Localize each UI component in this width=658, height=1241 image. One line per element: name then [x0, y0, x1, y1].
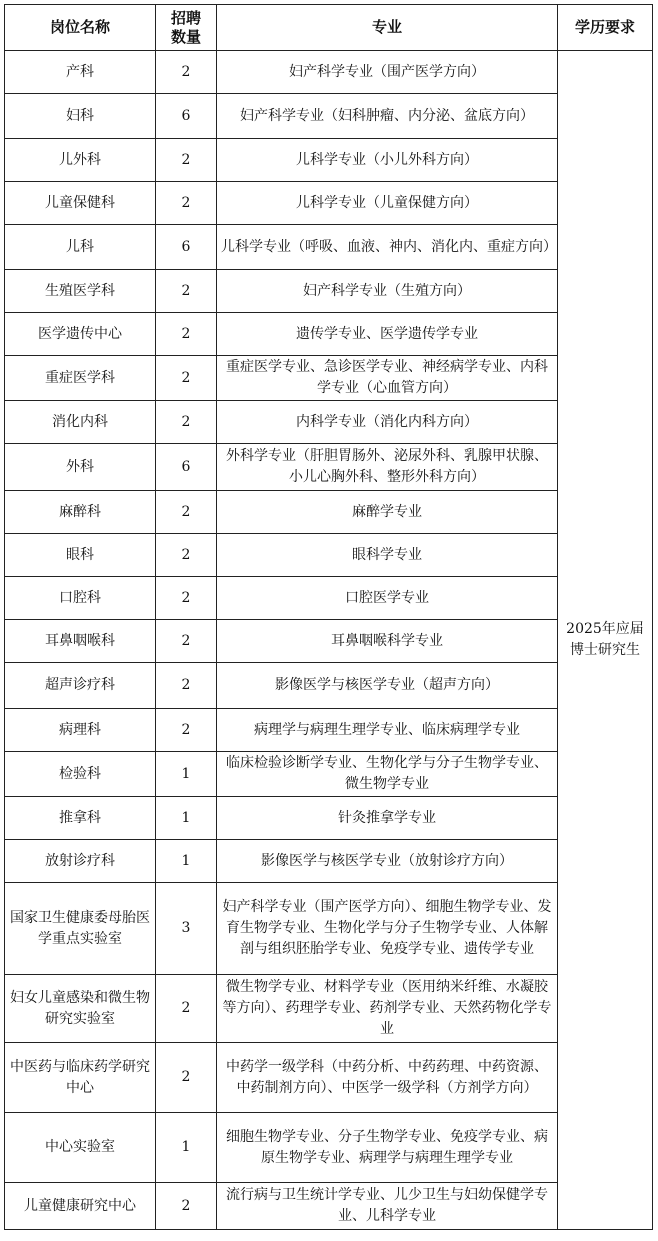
major-cell: 妇产科学专业（妇科肿瘤、内分泌、盆底方向） — [217, 94, 558, 139]
major-cell: 妇产科学专业（生殖方向） — [217, 270, 558, 313]
major-cell: 外科学专业（肝胆胃肠外、泌尿外科、乳腺甲状腺、小儿心胸外科、整形外科方向） — [217, 444, 558, 491]
position-cell: 外科 — [5, 444, 156, 491]
major-cell: 儿科学专业（小儿外科方向） — [217, 139, 558, 182]
position-cell: 儿童保健科 — [5, 182, 156, 225]
table-row — [5, 1043, 653, 1113]
position-cell: 重症医学科 — [5, 356, 156, 401]
position-cell: 国家卫生健康委母胎医学重点实验室 — [5, 883, 156, 975]
major-cell: 眼科学专业 — [217, 534, 558, 577]
count-cell: 2 — [156, 356, 217, 401]
count-cell: 2 — [156, 182, 217, 225]
count-cell: 2 — [156, 620, 217, 663]
table-row — [5, 225, 653, 270]
table-row — [5, 182, 653, 225]
count-cell: 2 — [156, 663, 217, 709]
count-cell: 6 — [156, 444, 217, 491]
table-row — [5, 444, 653, 491]
position-cell: 超声诊疗科 — [5, 663, 156, 709]
table-row — [5, 139, 653, 182]
major-cell: 针灸推拿学专业 — [217, 797, 558, 840]
education-cell: 2025年应届博士研究生 — [558, 51, 653, 1230]
count-cell: 1 — [156, 752, 217, 797]
major-cell: 影像医学与核医学专业（超声方向） — [217, 663, 558, 709]
table-row — [5, 270, 653, 313]
table-row — [5, 577, 653, 620]
table-row — [5, 94, 653, 139]
major-cell: 病理学与病理生理学专业、临床病理学专业 — [217, 709, 558, 752]
major-cell: 儿科学专业（呼吸、血液、神内、消化内、重症方向） — [217, 225, 558, 270]
count-cell: 2 — [156, 534, 217, 577]
position-cell: 医学遗传中心 — [5, 313, 156, 356]
position-cell: 中医药与临床药学研究中心 — [5, 1043, 156, 1113]
major-cell: 细胞生物学专业、分子生物学专业、免疫学专业、病原生物学专业、病理学与病理生理学专业 — [217, 1113, 558, 1183]
count-cell: 2 — [156, 401, 217, 444]
count-cell: 1 — [156, 797, 217, 840]
position-cell: 儿童健康研究中心 — [5, 1183, 156, 1230]
count-cell: 3 — [156, 883, 217, 975]
table-row — [5, 797, 653, 840]
table-row — [5, 401, 653, 444]
count-cell: 2 — [156, 51, 217, 94]
position-cell: 检验科 — [5, 752, 156, 797]
table-row — [5, 51, 653, 94]
table-row — [5, 313, 653, 356]
position-cell: 儿外科 — [5, 139, 156, 182]
major-cell: 影像医学与核医学专业（放射诊疗方向） — [217, 840, 558, 883]
major-cell: 口腔医学专业 — [217, 577, 558, 620]
count-cell: 1 — [156, 840, 217, 883]
position-cell: 妇女儿童感染和微生物研究实验室 — [5, 975, 156, 1043]
count-cell: 2 — [156, 139, 217, 182]
position-cell: 耳鼻咽喉科 — [5, 620, 156, 663]
position-cell: 推拿科 — [5, 797, 156, 840]
position-cell: 中心实验室 — [5, 1113, 156, 1183]
table-row — [5, 356, 653, 401]
count-cell: 2 — [156, 1183, 217, 1230]
count-cell: 2 — [156, 313, 217, 356]
table-row — [5, 752, 653, 797]
major-cell: 儿科学专业（儿童保健方向） — [217, 182, 558, 225]
major-cell: 遗传学专业、医学遗传学专业 — [217, 313, 558, 356]
position-cell: 产科 — [5, 51, 156, 94]
header-count: 招聘 数量 — [156, 5, 217, 51]
header-row — [5, 5, 653, 51]
table-row — [5, 620, 653, 663]
major-cell: 内科学专业（消化内科方向） — [217, 401, 558, 444]
major-cell: 麻醉学专业 — [217, 491, 558, 534]
position-cell: 生殖医学科 — [5, 270, 156, 313]
count-cell: 6 — [156, 225, 217, 270]
count-cell: 2 — [156, 975, 217, 1043]
table-row — [5, 709, 653, 752]
major-cell: 妇产科学专业（围产医学方向） — [217, 51, 558, 94]
count-cell: 2 — [156, 491, 217, 534]
header-education: 学历要求 — [558, 5, 653, 51]
table-row — [5, 491, 653, 534]
table-row — [5, 975, 653, 1043]
position-cell: 消化内科 — [5, 401, 156, 444]
major-cell: 临床检验诊断学专业、生物化学与分子生物学专业、微生物学专业 — [217, 752, 558, 797]
position-cell: 口腔科 — [5, 577, 156, 620]
count-cell: 6 — [156, 94, 217, 139]
table-row — [5, 534, 653, 577]
major-cell: 中药学一级学科（中药分析、中药药理、中药资源、中药制剂方向）、中医学一级学科（方剂学方向） — [217, 1043, 558, 1113]
position-cell: 麻醉科 — [5, 491, 156, 534]
count-cell: 2 — [156, 1043, 217, 1113]
table-row — [5, 1113, 653, 1183]
header-position: 岗位名称 — [5, 5, 156, 51]
major-cell: 流行病与卫生统计学专业、儿少卫生与妇幼保健学专业、儿科学专业 — [217, 1183, 558, 1230]
position-cell: 妇科 — [5, 94, 156, 139]
major-cell: 妇产科学专业（围产医学方向）、细胞生物学专业、发育生物学专业、生物化学与分子生物学专业、人体解剖与组织胚胎学专业、免疫学专业、遗传学专业 — [217, 883, 558, 975]
count-cell: 2 — [156, 709, 217, 752]
recruitment-table — [4, 4, 653, 1230]
position-cell: 病理科 — [5, 709, 156, 752]
table-row — [5, 840, 653, 883]
major-cell: 微生物学专业、材料学专业（医用纳米纤维、水凝胶等方向）、药理学专业、药剂学专业、天然药物化学专业 — [217, 975, 558, 1043]
header-major: 专业 — [217, 5, 558, 51]
table-row — [5, 1183, 653, 1230]
major-cell: 耳鼻咽喉科学专业 — [217, 620, 558, 663]
table-row — [5, 883, 653, 975]
count-cell: 1 — [156, 1113, 217, 1183]
table-row — [5, 663, 653, 709]
major-cell: 重症医学专业、急诊医学专业、神经病学专业、内科学专业（心血管方向） — [217, 356, 558, 401]
count-cell: 2 — [156, 270, 217, 313]
position-cell: 儿科 — [5, 225, 156, 270]
position-cell: 放射诊疗科 — [5, 840, 156, 883]
count-cell: 2 — [156, 577, 217, 620]
position-cell: 眼科 — [5, 534, 156, 577]
